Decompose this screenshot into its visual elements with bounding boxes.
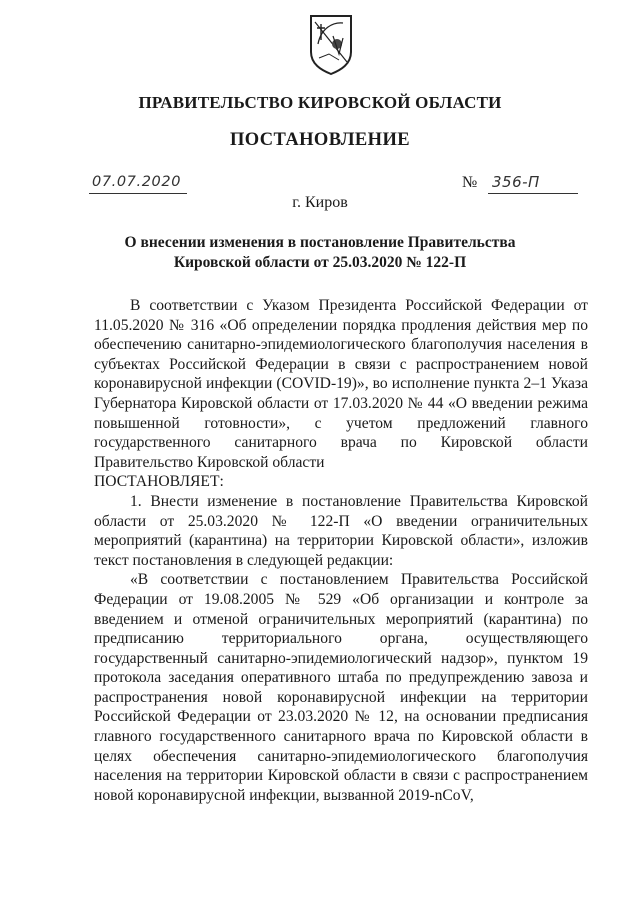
document-date: 07.07.2020 <box>92 174 182 190</box>
heading-line-1: О внесении изменения в постановление Правительства <box>124 234 516 251</box>
government-title: ПРАВИТЕЛЬСТВО КИРОВСКОЙ ОБЛАСТИ <box>138 93 502 112</box>
city: г. Киров <box>292 194 348 211</box>
decree-word: ПОСТАНОВЛЯЕТ: <box>94 473 224 491</box>
heading-line-2: Кировской области от 25.03.2020 № 122-П <box>173 254 467 271</box>
document-heading <box>0 233 640 273</box>
kirov-oblast-coat-of-arms-icon <box>309 14 353 76</box>
number-label: № <box>462 174 478 191</box>
document-number: 356-П <box>492 173 540 191</box>
document-type: ПОСТАНОВЛЕНИЕ <box>229 130 410 150</box>
paragraph-item-1: 1. Внести изменение в постановление Правительства Кировской области от 25.03.2020 № 122-П «О введении ограничительных мероприятий (карантина) на территории Кировской области», изложив текст постановления в следующей редакции: <box>94 492 588 569</box>
paragraph-new-text: «В соответствии с постановлением Правительства Российской Федерации от 19.08.2005 № 529 «Об организации и контроле за введением и отменой ограничительных мероприятий (карантина) по предписанию территориального органа, осуществляющего государственный санитарно-эпидемиологический надзор», пунктом 19 протокола заседания оперативного штаба по предупреждению завоза и распространения новой коронавирусной инфекции на территории Российской Федерации от 23.03.2020 № 12, на основании предписания главного государственного санитарного врача по Кировской области в целях обеспечения санитарно-эпидемиологического благополучия населения на территории Кировской области в связи с распространением новой коронавирусной инфекции, вызванной 2019-nCoV, <box>94 571 588 804</box>
paragraph-preamble: В соответствии с Указом Президента Российской Федерации от 11.05.2020 № 316 «Об определении порядка продления действия мер по обеспечению санитарно-эпидемиологического благополучия населения в субъектах Российской Федерации в связи с распространением новой коронавирусной инфекции (COVID-19)», во исполнение пункта 2–1 Указа Губернатора Кировской области от 17.03.2020 № 44 «О введении режима повышенной готовности», с учетом предложений главного государственного санитарного врача по Кировской области Правительство Кировской области <box>94 297 588 471</box>
document-body <box>94 296 588 805</box>
